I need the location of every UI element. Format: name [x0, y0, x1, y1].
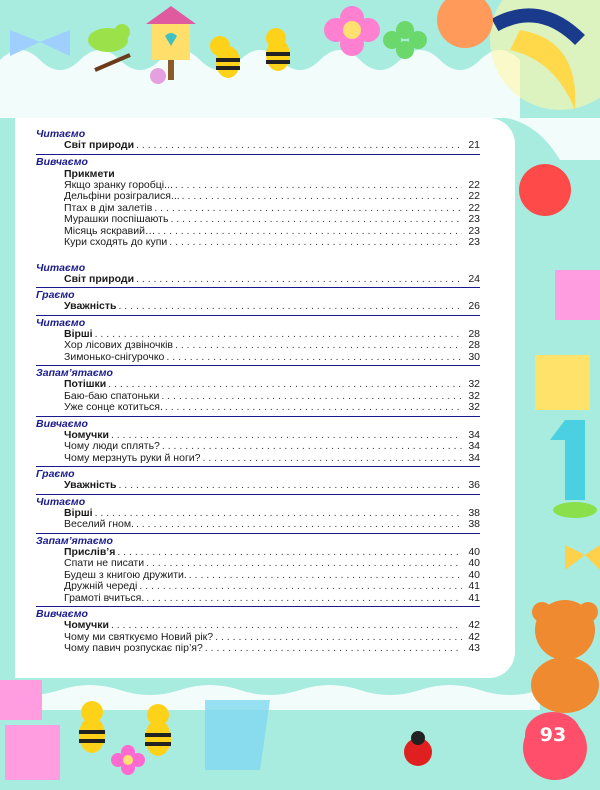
- entry-title: Кури сходять до купи: [64, 236, 168, 248]
- dot-leader: [170, 214, 462, 226]
- entry-page: 28: [468, 327, 480, 340]
- dot-leader: [111, 620, 462, 632]
- toc-section: [36, 533, 480, 605]
- entry-page: 22: [468, 201, 480, 214]
- toc-entry[interactable]: [36, 191, 480, 203]
- section-divider: [36, 466, 480, 467]
- entry-page: 42: [468, 619, 480, 631]
- entry-page: 34: [468, 440, 480, 452]
- entry-title: Чомучки: [64, 428, 109, 441]
- toc-entry[interactable]: [36, 402, 480, 414]
- bee-icon: [79, 701, 105, 753]
- entry-title: Якщо зранку горобці...: [64, 178, 173, 191]
- toc-entry[interactable]: [36, 581, 480, 593]
- entry-title: Місяць яскравий…: [64, 224, 156, 237]
- entry-page: 32: [468, 378, 480, 390]
- entry-page: 41: [468, 591, 480, 604]
- entry-title: Вірші: [64, 327, 93, 340]
- section-category: Читаємо: [36, 128, 86, 140]
- entry-page: 38: [468, 518, 480, 530]
- entry-title: Вірші: [64, 506, 93, 519]
- entry-title: Зимонько-снігурочко: [64, 350, 165, 363]
- entry-page: 38: [468, 506, 480, 519]
- dot-leader: [95, 508, 462, 520]
- dot-leader: [136, 140, 462, 152]
- section-divider: [36, 154, 480, 155]
- entry-page: 30: [468, 350, 480, 363]
- section-category: Читаємо: [36, 495, 86, 508]
- dot-leader: [108, 379, 462, 391]
- entry-title: Чомучки: [64, 619, 109, 631]
- section-category: Читаємо: [36, 261, 86, 274]
- toc-entry[interactable]: [36, 453, 480, 465]
- toc-section: [36, 128, 480, 152]
- toc-entry[interactable]: [36, 340, 480, 352]
- entry-title: Уважність: [64, 300, 117, 312]
- block-icon: [5, 725, 60, 780]
- dot-leader: [157, 226, 462, 238]
- entry-title: Уже сонце котиться.: [64, 401, 163, 413]
- toc-section: [36, 315, 480, 364]
- toc-entry[interactable]: [36, 441, 480, 453]
- section-category: Вивчаємо: [36, 417, 88, 430]
- entry-title: Дельфіни розігралися...: [64, 190, 180, 202]
- section-divider: [36, 416, 480, 417]
- ship-icon: [205, 700, 270, 770]
- toc-section: [36, 154, 480, 249]
- dot-leader: [117, 547, 462, 559]
- entry-page: 40: [468, 568, 480, 581]
- entry-page: 34: [468, 451, 480, 464]
- entry-title: Спати не писати: [64, 557, 145, 569]
- section-divider: [36, 365, 480, 366]
- toc-entry[interactable]: [36, 301, 480, 313]
- entry-page: 28: [468, 339, 480, 351]
- entry-title: Уважність: [64, 479, 117, 491]
- block-icon: [0, 680, 42, 720]
- entry-title: Потішки: [64, 378, 107, 390]
- dot-leader: [182, 191, 462, 203]
- bee-icon: [145, 704, 171, 756]
- entry-page: 40: [468, 557, 480, 569]
- section-divider: [36, 533, 480, 534]
- toc-entry[interactable]: [36, 237, 480, 249]
- toc-section: [36, 416, 480, 465]
- block-icon: [555, 270, 600, 320]
- entry-title: Чому павич розпускає пір’я?: [64, 642, 203, 654]
- toc-entry[interactable]: [36, 214, 480, 226]
- toc-entry[interactable]: [36, 274, 480, 286]
- toc-entry[interactable]: [36, 519, 480, 531]
- entry-page: 23: [468, 213, 480, 225]
- entry-title: Будеш з книгою дружити.: [64, 568, 187, 581]
- section-category: Граємо: [36, 468, 75, 480]
- entry-page: 22: [468, 190, 480, 202]
- dot-leader: [118, 480, 462, 492]
- section-category: Читаємо: [36, 316, 86, 329]
- dot-leader: [189, 570, 462, 582]
- dot-leader: [175, 180, 462, 192]
- toc-section: [36, 494, 480, 531]
- toc-section: [36, 365, 480, 414]
- entry-page: 26: [468, 300, 480, 312]
- entry-title: Світ природи: [64, 139, 135, 151]
- entry-page: 40: [468, 545, 480, 558]
- toc-section: [36, 287, 480, 313]
- dot-leader: [169, 237, 462, 249]
- entry-title: Чому люди сплять?: [64, 440, 160, 452]
- dot-leader: [146, 558, 462, 570]
- dot-leader: [165, 402, 462, 414]
- entry-title: Світ природи: [64, 272, 135, 285]
- page-number: 93: [525, 712, 581, 758]
- toc-entry[interactable]: [36, 379, 480, 391]
- entry-title: Чому ми святкуємо Новий рік?: [64, 630, 214, 643]
- section-category: Запам’ятаємо: [36, 534, 113, 547]
- dot-leader: [139, 581, 462, 593]
- entry-title: Птах в дім залетів: [64, 201, 153, 214]
- section-divider: [36, 315, 480, 316]
- toc-entry[interactable]: [36, 643, 480, 655]
- dot-leader: [205, 643, 462, 655]
- toc-section: [36, 606, 480, 655]
- toc-entry[interactable]: [36, 140, 480, 152]
- toc-entry[interactable]: [36, 352, 480, 364]
- entry-page: 24: [468, 272, 480, 285]
- section-category: Запам’ятаємо: [36, 367, 113, 379]
- entry-page: 42: [468, 630, 480, 643]
- entry-title: Хор лісових дзвіночків: [64, 339, 173, 351]
- dot-leader: [154, 203, 462, 215]
- section-heading: Прикмети: [64, 167, 115, 180]
- dot-leader: [118, 301, 462, 313]
- toc-section: [36, 249, 480, 286]
- entry-title: Дружній череді: [64, 580, 138, 592]
- toc-entry[interactable]: [36, 620, 480, 632]
- toc-entry[interactable]: [36, 558, 480, 570]
- entry-title: Чому мерзнуть руки й ноги?: [64, 451, 201, 464]
- grasshopper-icon: [553, 502, 597, 518]
- entry-page: 41: [468, 580, 480, 592]
- entry-title: Прислів’я: [64, 545, 116, 558]
- entry-title: Веселий гном.: [64, 518, 134, 530]
- balloon-icon: [519, 164, 571, 216]
- entry-page: 36: [468, 479, 480, 491]
- section-divider: [36, 606, 480, 607]
- entry-page: 23: [468, 224, 480, 237]
- section-divider: [36, 287, 480, 288]
- dot-leader: [215, 632, 462, 644]
- entry-page: 22: [468, 178, 480, 191]
- section-category: Граємо: [36, 289, 75, 301]
- dot-leader: [136, 274, 462, 286]
- entry-title: Баю-баю спатоньки: [64, 389, 160, 402]
- section-category: Вивчаємо: [36, 608, 88, 620]
- table-of-contents: [36, 128, 480, 655]
- entry-page: 21: [468, 139, 480, 151]
- entry-page: 32: [468, 401, 480, 413]
- dot-leader: [161, 391, 462, 403]
- dot-leader: [111, 430, 462, 442]
- entry-page: 32: [468, 389, 480, 402]
- section-category: Вивчаємо: [36, 155, 88, 168]
- dot-leader: [203, 453, 463, 465]
- toc-section: [36, 466, 480, 492]
- entry-page: 34: [468, 428, 480, 441]
- block-icon: [535, 355, 590, 410]
- entry-page: 23: [468, 236, 480, 248]
- entry-title: Грамоті вчиться.: [64, 591, 145, 604]
- dot-leader: [162, 441, 462, 453]
- dot-leader: [166, 352, 462, 364]
- dot-leader: [136, 519, 462, 531]
- dot-leader: [175, 340, 462, 352]
- dot-leader: [146, 593, 462, 605]
- entry-title: Мурашки поспішають: [64, 213, 169, 225]
- section-divider: [36, 494, 480, 495]
- toc-entry[interactable]: [36, 480, 480, 492]
- entry-page: 43: [468, 642, 480, 654]
- toc-entry[interactable]: [36, 593, 480, 605]
